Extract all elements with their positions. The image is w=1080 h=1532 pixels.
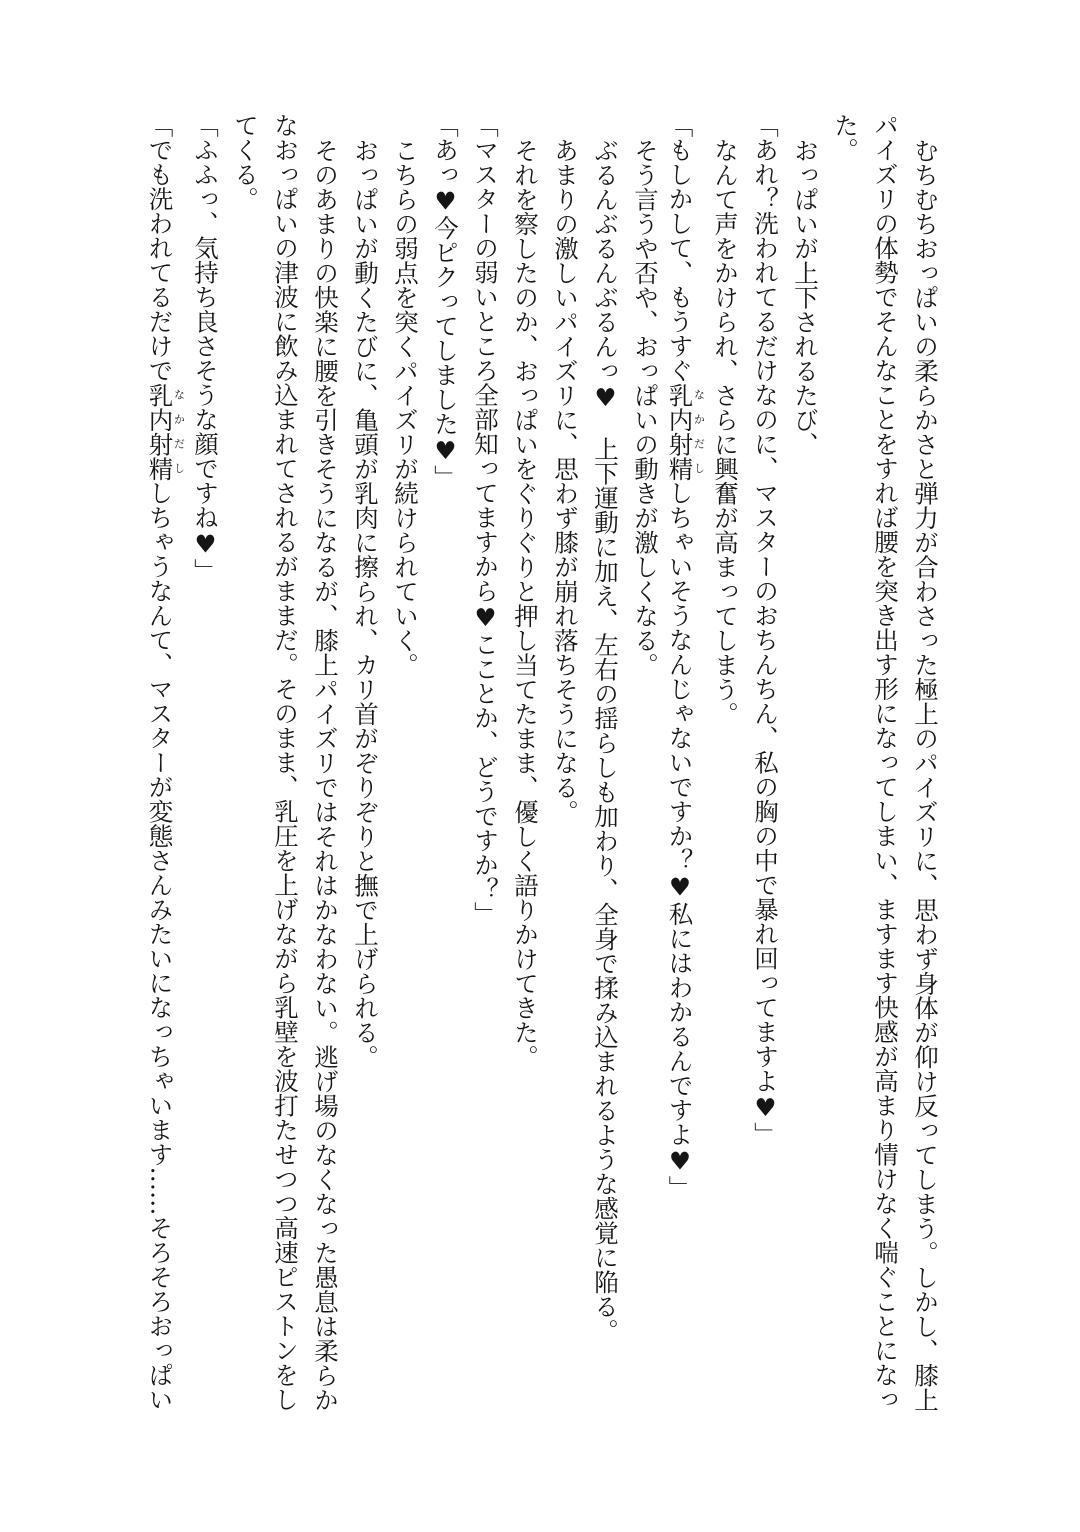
text-column-10 [545, 113, 585, 1415]
text-column-20 [145, 113, 185, 1415]
text-run: 「でも洗われてるだけで [145, 113, 175, 383]
furigana-annotated-word: 乳内射精なかだし [145, 382, 186, 481]
text-column-17 [265, 113, 305, 1415]
text-run: 「あっ♥今ピクってしました♥」 [431, 113, 460, 490]
text-run: そのあまりの快楽に腰を引きそうになるが、膝上パイズリではそれはかなわない。逃げ場のなくなった愚息は柔らか [311, 137, 340, 1412]
furigana-text: なかだし [172, 382, 186, 481]
text-column-16 [305, 113, 345, 1415]
text-run: むちむちおっぱいの柔らかさと弾力が合わさった極上のパイズリに、思わず身体が仰け反ってしまう。しかし、膝上 [911, 137, 940, 1412]
text-column-1 [905, 113, 945, 1415]
text-run: パイズリの体勢でそんなことをすれば腰を突き出す形になってしまい、ますます快感が高まり情けなく喘ぐことになっ [871, 113, 900, 1412]
text-run: 「マスターの弱いところ全部知ってますから♥こことか、どうですか？」 [471, 113, 500, 926]
text-column-6 [705, 113, 745, 1415]
text-run: 「もしかして、もうすぐ [665, 113, 695, 383]
text-run: あまりの激しいパイズリに、思わず膝が崩れ落ちそうになる。 [551, 137, 580, 824]
text-run: 「あれ？洗われてるだけなのに、マスターのおちんちん、私の胸の中で暴れ回ってますよ♥」 [751, 113, 780, 1147]
text-run: た。 [831, 113, 860, 162]
text-column-13 [425, 113, 465, 1415]
text-column-2 [865, 113, 905, 1415]
text-run: おっぱいが上下されるたび、 [791, 137, 820, 456]
text-column-9 [585, 113, 625, 1415]
text-run: ぶるんぶるんぶるんっ♥ 上下運動に加え、左右の揺らしも加わり、全身で揉み込まれるような感覚に陥る。 [591, 137, 620, 1343]
text-column-18 [225, 113, 265, 1415]
text-column-7 [665, 113, 705, 1415]
text-run: こちらの弱点を突くパイズリが続けられていく。 [391, 137, 420, 677]
text-run: そう言うや否や、おっぱいの動きが激しくなる。 [631, 137, 660, 677]
text-run: しちゃうなんて、マスターが変態さんみたいになっちゃいます……そろそろおっぱい [145, 480, 175, 1412]
text-run: 「ふふっ、気持ち良さそうな顔ですね♥」 [191, 113, 220, 583]
furigana-annotated-word: 乳内射精なかだし [665, 382, 706, 481]
text-area [145, 113, 945, 1415]
text-column-5 [745, 113, 785, 1415]
furigana-text: なかだし [692, 382, 706, 481]
text-run: なおっぱいの津波に飲み込まれてされるがままだ。そのまま、乳圧を上げながら乳壁を波打たせつつ高速ピストンをし [271, 113, 300, 1412]
text-column-4 [785, 113, 825, 1415]
text-column-14 [385, 113, 425, 1415]
text-run: おっぱいが動くたびに、亀頭が乳肉に擦られ、カリ首がぞりぞりと撫で上げられる。 [351, 137, 380, 1069]
text-column-11 [505, 113, 545, 1415]
text-run: てくる。 [231, 113, 260, 211]
text-column-12 [465, 113, 505, 1415]
text-run: なんて声をかけられ、さらに興奮が高まってしまう。 [711, 137, 740, 726]
text-column-15 [345, 113, 385, 1415]
text-run: しちゃいそうなんじゃないですか？♥私にはわかるんですよ♥」 [665, 480, 695, 1200]
text-column-3 [825, 113, 865, 1415]
text-run: それを察したのか、おっぱいをぐりぐりと押し当てたまま、優しく語りかけてきた。 [511, 137, 540, 1069]
text-column-19 [185, 113, 225, 1415]
